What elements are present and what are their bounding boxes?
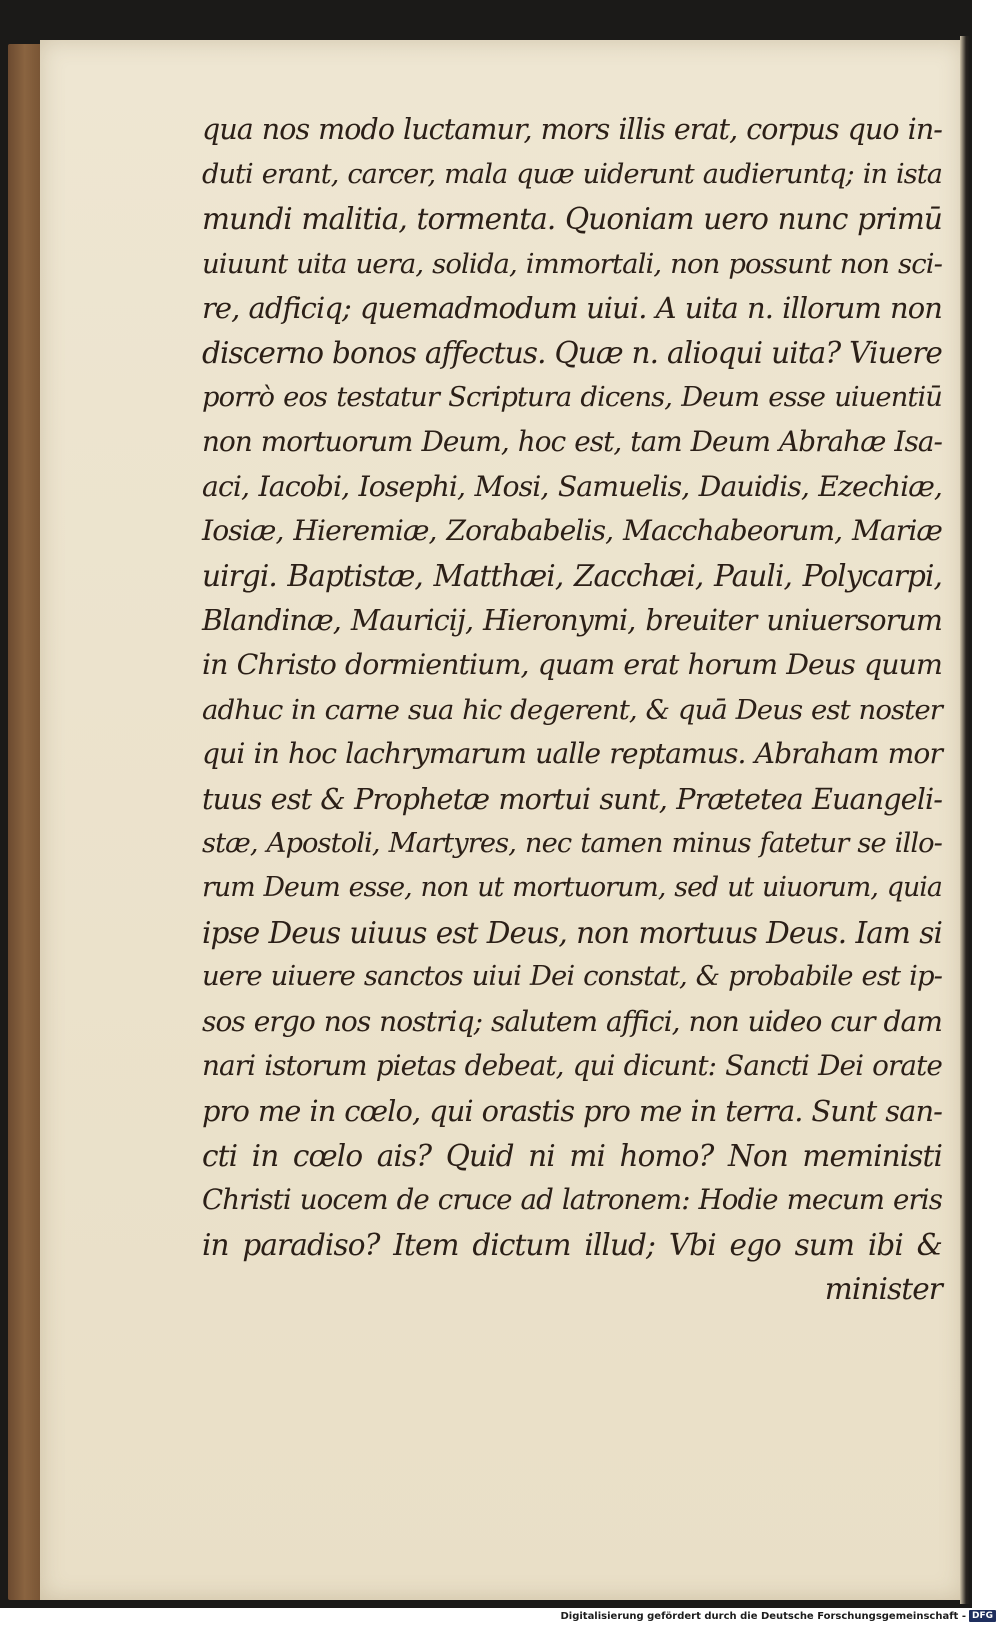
page-edge-shadow <box>960 36 970 1604</box>
text-line: aci, Iacobi, Iosephi, Mosi, Samuelis, Dauidis, Ezechiæ, <box>202 469 942 503</box>
text-line: duti erant, carcer, mala quæ uiderunt audieruntq; in ista <box>202 158 942 190</box>
credit-text: Digitalisierung gefördert durch die Deutsche Forschungsgemeinschaft - <box>560 1610 966 1622</box>
text-line: re, adficiq; quemadmodum uiui. A uita n. illorum non <box>202 291 942 326</box>
text-line: qua nos modo luctamur, mors illis erat, corpus quo in- <box>202 113 942 146</box>
text-line: sos ergo nos nostriq; salutem affici, non uideo cur dam <box>202 1004 942 1038</box>
text-line: discerno bonos affectus. Quæ n. alioqui uita? Viuere <box>202 335 942 370</box>
text-line: Blandinæ, Mauricij, Hieronymi, breuiter uniuersorum <box>202 603 942 637</box>
text-line: uiuunt uita uera, solida, immortali, non possunt non sci- <box>202 247 942 280</box>
text-line: in Christo dormientium, quam erat horum Deus quum <box>202 648 942 682</box>
text-line: ipse Deus uiuus est Deus, non mortuus Deus. Iam si <box>202 915 942 950</box>
page-text-block <box>202 108 942 1312</box>
text-line: stæ, Apostoli, Martyres, nec tamen minus fatetur se illo- <box>202 827 942 859</box>
catchword: minister <box>824 1272 942 1307</box>
digitization-credit <box>560 1609 996 1623</box>
text-line: uirgi. Baptistæ, Matthæi, Zacchæi, Pauli, Polycarpi, <box>202 558 942 593</box>
text-line: qui in hoc lachrymarum ualle reptamus. Abraham mor <box>202 737 942 771</box>
text-line: cti in cœlo ais? Quid ni mi homo? Non meministi <box>202 1138 942 1173</box>
text-line: adhuc in carne sua hic degerent, & quā Deus est noster <box>202 693 942 726</box>
text-line: Iosiæ, Hieremiæ, Zorababelis, Macchabeorum, Mariæ <box>202 514 942 548</box>
text-line: Christi uocem de cruce ad latronem: Hodie mecum eris <box>202 1183 942 1217</box>
text-line: nari istorum pietas debeat, qui dicunt: Sancti Dei orate <box>202 1049 942 1083</box>
text-line: mundi malitia, tormenta. Quoniam uero nunc primū <box>202 202 942 237</box>
text-line: in paradiso? Item dictum illud; Vbi ego sum ibi & <box>202 1227 942 1262</box>
text-line: porrò eos testatur Scriptura dicens, Deum esse uiuentiū <box>202 381 942 413</box>
text-line: non mortuorum Deum, hoc est, tam Deum Abrahæ Isa- <box>202 425 942 459</box>
text-line: pro me in cœlo, qui orastis pro me in terra. Sunt san- <box>202 1094 942 1129</box>
text-line: uere uiuere sanctos uiui Dei constat, & probabile est ip- <box>202 961 942 993</box>
text-line: rum Deum esse, non ut mortuorum, sed ut uiuorum, quia <box>202 872 942 904</box>
text-line: tuus est & Prophetæ mortui sunt, Prætetea Euangeli- <box>202 781 942 816</box>
dfg-logo-icon: DFG <box>969 1610 996 1622</box>
